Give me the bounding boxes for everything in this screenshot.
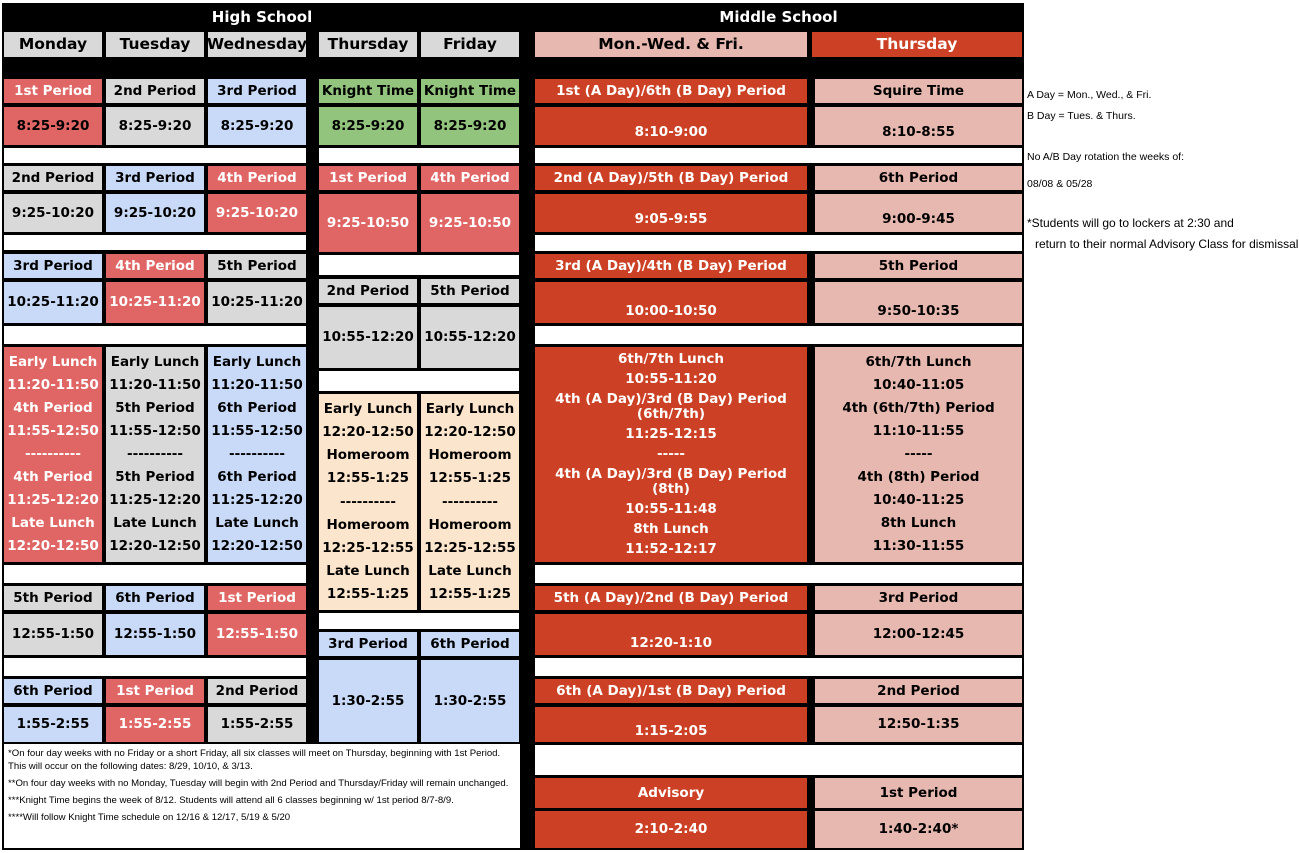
ms-thu-period-3-time: 9:50-10:35 xyxy=(815,282,1022,323)
lunch-line: Homeroom xyxy=(326,516,410,533)
lunch-line: 10:40-11:05 xyxy=(872,377,965,394)
side-note-a-day: A Day = Mon., Wed., & Fri. xyxy=(1027,89,1152,101)
hs-fri-knight-time-label: Knight Time xyxy=(421,79,519,103)
lunch-line: 11:25-12:20 xyxy=(109,492,201,509)
lunch-line: 12:25-12:55 xyxy=(322,539,414,556)
ms-mwf-period-1-label: 1st (A Day)/6th (B Day) Period xyxy=(535,79,807,103)
hs-mon-period-6-label: 6th Period xyxy=(4,679,102,703)
lunch-line: Early Lunch xyxy=(323,401,413,418)
spacer xyxy=(4,326,306,344)
lunch-line: 12:20-12:50 xyxy=(7,538,99,555)
lunch-line: ----- xyxy=(656,446,685,463)
hs-fri-period-3-label: 5th Period xyxy=(421,279,519,303)
footnote: ****Will follow Knight Time schedule on 12/16 & 12/17, 5/19 & 5/20 xyxy=(8,812,291,823)
hs-tue-period-6-label: 1st Period xyxy=(106,679,204,703)
ms-thu-period-6-label: 2nd Period xyxy=(815,679,1022,703)
ms-thu-period-6-time: 12:50-1:35 xyxy=(815,707,1022,742)
side-note-b-day: B Day = Tues. & Thurs. xyxy=(1027,110,1136,122)
lunch-line: 12:55-1:25 xyxy=(428,470,512,487)
ms-mwf-period-6-time: 1:15-2:05 xyxy=(535,707,807,742)
lunch-line: 4th Period xyxy=(13,469,93,486)
ms-thu-period-1-time: 8:10-8:55 xyxy=(815,107,1022,145)
lunch-line: 4th (A Day)/3rd (B Day) Period (6th/7th) xyxy=(555,391,787,423)
lunch-line: ---------- xyxy=(441,493,499,510)
lunch-line: Homeroom xyxy=(428,447,512,464)
lunch-line: 11:25-12:15 xyxy=(625,426,717,443)
lunch-line: 6th/7th Lunch xyxy=(865,354,972,371)
lunch-line: 6th/7th Lunch xyxy=(618,351,724,368)
lunch-line: 11:25-12:20 xyxy=(211,492,303,509)
hs-wed-period-6-time: 1:55-2:55 xyxy=(208,707,306,742)
spacer xyxy=(319,613,519,629)
hs-tue-period-1-time: 8:25-9:20 xyxy=(106,107,204,145)
lunch-line: 11:30-11:55 xyxy=(872,538,965,555)
hs-thu-period-2-time: 9:25-10:50 xyxy=(319,194,417,252)
lunch-line: 10:55-11:20 xyxy=(625,371,717,388)
spacer xyxy=(319,255,519,275)
lunch-line: 11:55-12:50 xyxy=(109,423,201,440)
lunch-line: 4th Period xyxy=(13,400,93,417)
lunch-line: 11:55-12:50 xyxy=(211,423,303,440)
spacer xyxy=(535,745,1022,775)
hs-fri-knight-time-time: 8:25-9:20 xyxy=(421,107,519,145)
lunch-line: ----- xyxy=(904,446,933,463)
hs-tue-period-3-label: 4th Period xyxy=(106,254,204,278)
lunch-line: Homeroom xyxy=(428,516,512,533)
hs-wed-lunch-block xyxy=(208,347,306,562)
hs-mon-period-2-label: 2nd Period xyxy=(4,166,102,190)
lunch-line: 11:20-11:50 xyxy=(7,377,99,394)
hs-tue-period-2-label: 3rd Period xyxy=(106,166,204,190)
ms-thu-period-3-label: 5th Period xyxy=(815,254,1022,278)
hs-mon-period-5-time: 12:55-1:50 xyxy=(4,614,102,655)
hs-wed-period-5-time: 12:55-1:50 xyxy=(208,614,306,655)
ms-mwf-period-2-time: 9:05-9:55 xyxy=(535,194,807,232)
ms-mwf-period-2-label: 2nd (A Day)/5th (B Day) Period xyxy=(535,166,807,190)
ms-thu-period-1-label: Squire Time xyxy=(815,79,1022,103)
lunch-line: Early Lunch xyxy=(110,354,200,371)
spacer xyxy=(4,658,306,676)
hs-thu-lunch-block xyxy=(319,394,417,610)
footnote: **On four day weeks with no Monday, Tuesday will begin with 2nd Period and Thursday/Friday will remain unchanged. xyxy=(8,778,509,789)
spacer xyxy=(535,148,1022,163)
hs-tue-period-5-time: 12:55-1:50 xyxy=(106,614,204,655)
hs-thu-period-3-label: 2nd Period xyxy=(319,279,417,303)
lunch-line: ---------- xyxy=(126,446,184,463)
hs-thu-period-3-time: 10:55-12:20 xyxy=(319,307,417,368)
ms-mwf-period-3-label: 3rd (A Day)/4th (B Day) Period xyxy=(535,254,807,278)
lunch-line: Early Lunch xyxy=(8,354,98,371)
ms-mwf-period-3-time: 10:00-10:50 xyxy=(535,282,807,323)
hs-wed-period-5-label: 1st Period xyxy=(208,586,306,610)
ms-thu-lunch-block xyxy=(815,347,1022,562)
hs-tue-period-1-label: 2nd Period xyxy=(106,79,204,103)
footnote: *On four day weeks with no Friday or a short Friday, all six classes will meet on Thursday, beginning with 1st Period. This will occur on the following dates: 8/29, 10/10, & 3/13. xyxy=(8,748,501,772)
header-ms-mwf: Mon.-Wed. & Fri. xyxy=(535,32,807,57)
lunch-line: 5th Period xyxy=(115,469,195,486)
lunch-line: 8th Lunch xyxy=(880,515,957,532)
lunch-line: 12:20-12:50 xyxy=(322,424,414,441)
side-note-lockers-2: return to their normal Advisory Class for dismissal xyxy=(1035,237,1299,251)
ms-mwf-advisory-time: 2:10-2:40 xyxy=(535,811,807,848)
lunch-line: Late Lunch xyxy=(113,515,197,532)
lunch-line: 10:55-11:48 xyxy=(625,500,717,517)
hs-fri-period-2-label: 4th Period xyxy=(421,166,519,190)
hs-mon-period-2-time: 9:25-10:20 xyxy=(4,194,102,232)
lunch-line: ---------- xyxy=(228,446,286,463)
lunch-line: 12:20-12:50 xyxy=(424,424,516,441)
hs-tue-period-6-time: 1:55-2:55 xyxy=(106,707,204,742)
spacer xyxy=(319,371,519,391)
header-thursday: Thursday xyxy=(319,32,417,57)
ms-mwf-period-1-time: 8:10-9:00 xyxy=(535,107,807,145)
hs-mon-period-5-label: 5th Period xyxy=(4,586,102,610)
lunch-line: 8th Lunch xyxy=(633,520,709,537)
hs-mon-period-6-time: 1:55-2:55 xyxy=(4,707,102,742)
hs-tue-period-3-time: 10:25-11:20 xyxy=(106,282,204,323)
ms-thu-period-2-time: 9:00-9:45 xyxy=(815,194,1022,232)
ms-thu-period-7-label: 1st Period xyxy=(815,778,1022,808)
side-note-lockers-1: *Students will go to lockers at 2:30 and xyxy=(1027,216,1234,230)
ms-mwf-period-6-label: 6th (A Day)/1st (B Day) Period xyxy=(535,679,807,703)
hs-mon-lunch-block xyxy=(4,347,102,562)
footnotes xyxy=(4,744,520,848)
ms-thu-period-5-label: 3rd Period xyxy=(815,586,1022,610)
lunch-line: 11:20-11:50 xyxy=(109,377,201,394)
hs-wed-period-3-time: 10:25-11:20 xyxy=(208,282,306,323)
lunch-line: Late Lunch xyxy=(326,562,410,579)
lunch-line: 4th (8th) Period xyxy=(857,469,980,486)
header-tuesday: Tuesday xyxy=(106,32,204,57)
lunch-line: 6th Period xyxy=(217,469,297,486)
hs-mon-period-3-label: 3rd Period xyxy=(4,254,102,278)
spacer xyxy=(4,235,306,250)
hs-thu-period-6-time: 1:30-2:55 xyxy=(319,660,417,742)
ms-mwf-lunch-block xyxy=(535,347,807,562)
lunch-line: Late Lunch xyxy=(11,515,95,532)
lunch-line: Early Lunch xyxy=(212,354,302,371)
hs-wed-period-6-label: 2nd Period xyxy=(208,679,306,703)
side-note-dates: 08/08 & 05/28 xyxy=(1027,178,1093,190)
footnote: ***Knight Time begins the week of 8/12. Students will attend all 6 classes beginning w/ 1st period 8/7-8/9. xyxy=(8,795,454,806)
spacer xyxy=(535,326,1022,344)
lunch-line: 5th Period xyxy=(115,400,195,417)
lunch-line: 12:25-12:55 xyxy=(424,539,516,556)
lunch-line: 11:55-12:50 xyxy=(7,423,99,440)
hs-thu-period-2-label: 1st Period xyxy=(319,166,417,190)
hs-fri-lunch-block xyxy=(421,394,519,610)
lunch-line: Homeroom xyxy=(326,447,410,464)
header-ms-thursday: Thursday xyxy=(812,32,1022,57)
ms-mwf-period-5-label: 5th (A Day)/2nd (B Day) Period xyxy=(535,586,807,610)
lunch-line: 12:20-12:50 xyxy=(211,538,303,555)
hs-wed-period-1-time: 8:25-9:20 xyxy=(208,107,306,145)
lunch-line: 12:55-1:25 xyxy=(326,470,410,487)
hs-fri-period-3-time: 10:55-12:20 xyxy=(421,307,519,368)
hs-mon-period-3-time: 10:25-11:20 xyxy=(4,282,102,323)
lunch-line: 11:10-11:55 xyxy=(872,423,965,440)
lunch-line: 12:55-1:25 xyxy=(326,585,410,602)
hs-fri-period-6-time: 1:30-2:55 xyxy=(421,660,519,742)
header-friday: Friday xyxy=(421,32,519,57)
spacer xyxy=(4,148,306,163)
hs-tue-period-2-time: 9:25-10:20 xyxy=(106,194,204,232)
hs-wed-period-2-label: 4th Period xyxy=(208,166,306,190)
lunch-line: 4th (6th/7th) Period xyxy=(842,400,995,417)
lunch-line: Late Lunch xyxy=(428,562,512,579)
side-note-no-rotation: No A/B Day rotation the weeks of: xyxy=(1027,151,1184,163)
hs-fri-period-2-time: 9:25-10:50 xyxy=(421,194,519,252)
spacer xyxy=(535,565,1022,583)
lunch-line: ---------- xyxy=(24,446,82,463)
high-school-title: High School xyxy=(211,8,313,26)
lunch-line: Early Lunch xyxy=(425,401,515,418)
hs-thu-knight-time-label: Knight Time xyxy=(319,79,417,103)
ms-thu-period-7-time: 1:40-2:40* xyxy=(815,811,1022,848)
header-wednesday: Wednesday xyxy=(208,32,306,57)
hs-thu-knight-time-time: 8:25-9:20 xyxy=(319,107,417,145)
hs-tue-lunch-block xyxy=(106,347,204,562)
hs-tue-period-5-label: 6th Period xyxy=(106,586,204,610)
hs-wed-period-2-time: 9:25-10:20 xyxy=(208,194,306,232)
hs-fri-period-6-label: 6th Period xyxy=(421,632,519,656)
spacer xyxy=(319,148,519,163)
lunch-line: 6th Period xyxy=(217,400,297,417)
ms-thu-period-2-label: 6th Period xyxy=(815,166,1022,190)
spacer xyxy=(4,565,306,583)
lunch-line: 4th (A Day)/3rd (B Day) Period (8th) xyxy=(555,466,787,497)
hs-mon-period-1-label: 1st Period xyxy=(4,79,102,103)
header-monday: Monday xyxy=(4,32,102,57)
hs-mon-period-1-time: 8:25-9:20 xyxy=(4,107,102,145)
hs-wed-period-1-label: 3rd Period xyxy=(208,79,306,103)
ms-mwf-period-5-time: 12:20-1:10 xyxy=(535,614,807,655)
middle-school-title: Middle School xyxy=(719,8,838,26)
ms-mwf-advisory-label: Advisory xyxy=(535,778,807,808)
lunch-line: 11:52-12:17 xyxy=(625,540,717,557)
lunch-line: ---------- xyxy=(339,493,397,510)
spacer xyxy=(535,235,1022,251)
lunch-line: 12:20-12:50 xyxy=(109,538,201,555)
lunch-line: Late Lunch xyxy=(215,515,299,532)
lunch-line: 11:20-11:50 xyxy=(211,377,303,394)
hs-thu-period-6-label: 3rd Period xyxy=(319,632,417,656)
lunch-line: 12:55-1:25 xyxy=(428,585,512,602)
hs-wed-period-3-label: 5th Period xyxy=(208,254,306,278)
ms-thu-period-5-time: 12:00-12:45 xyxy=(815,614,1022,655)
spacer xyxy=(535,658,1022,676)
lunch-line: 11:25-12:20 xyxy=(7,492,99,509)
lunch-line: 10:40-11:25 xyxy=(872,492,965,509)
